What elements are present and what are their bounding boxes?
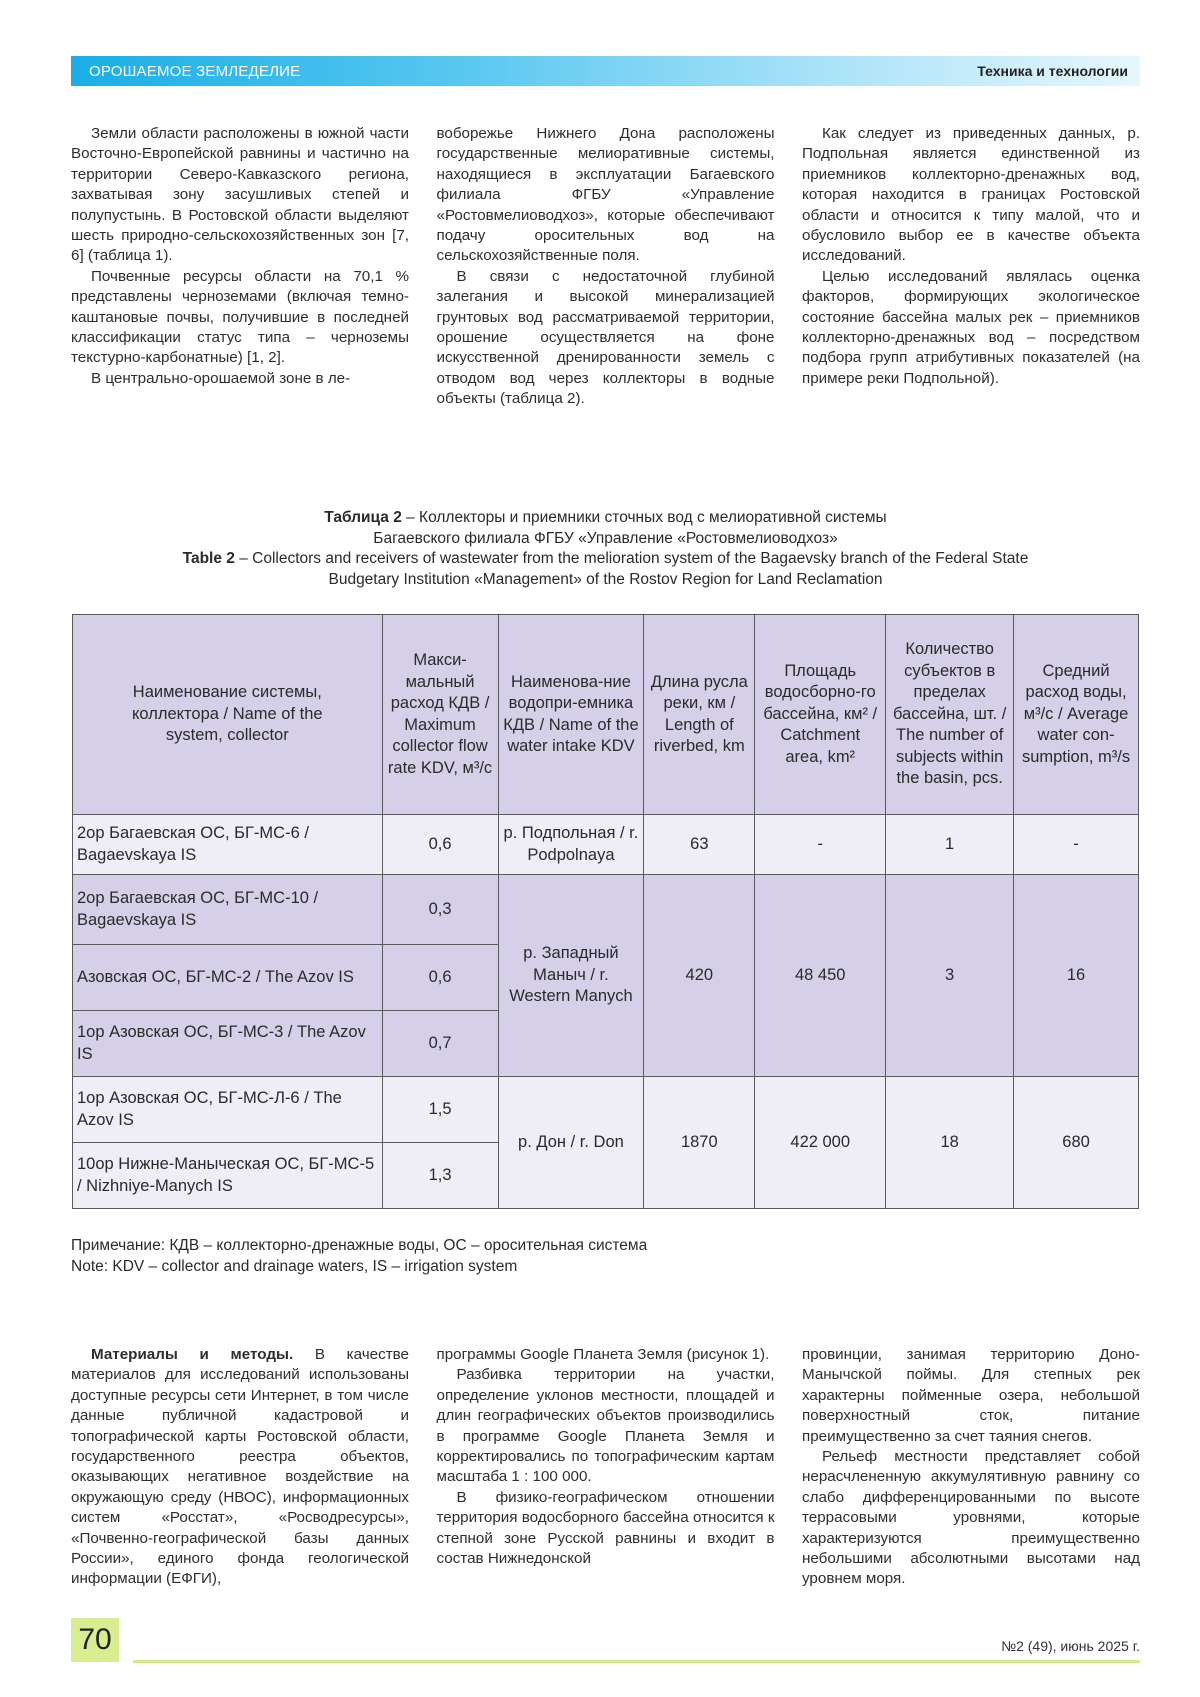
top-text-columns [71,124,1140,410]
max-flow-cell: 1,3 [382,1143,498,1209]
header-area: Площадь водосборно-го бассейна, км² / Catchment area, km² [755,615,886,815]
intake-cell: р. Дон / r. Don [498,1077,644,1209]
header-subjects: Количество субъектов в пределах бассейна, шт. / The number of subjects within the basin, pcs. [886,615,1014,815]
caption-ru-text: – Коллекторы и приемники сточных вод с мелиоративной системы [401,509,887,526]
text-column-4 [71,1345,409,1590]
system-name-cell: 1ор Азовская ОС, БГ-МС-Л-6 / The Azov IS [73,1077,383,1143]
header-length: Длина русла реки, км / Length of riverbed, km [644,615,755,815]
area-cell: 48 450 [755,875,886,1077]
avg-flow-cell: 680 [1014,1077,1139,1209]
system-name-cell: 2ор Багаевская ОС, БГ-МС-10 / Bagaevskaya IS [73,875,383,945]
paragraph: В физико-географическом отношении территория водосборного бассейна относится к степной зоне Русской равнины и входит в состав Нижнедонской [436,1488,775,1568]
max-flow-cell: 0,3 [382,875,498,945]
max-flow-cell: 0,6 [382,815,498,875]
section-heading-materials-methods: Материалы и методы. [91,1346,294,1363]
caption-en-line-1 [71,549,1140,570]
length-cell: 420 [644,875,755,1077]
paragraph: воборежье Нижнего Дона расположены государственные мелиоративные системы, находящиеся в эксплуатации Багаевского филиала ФГБУ «Управление «Ростовмелиоводхоз», которые обеспечивают подачу оросительных вод на сельскохозяйственные поля. [436,125,775,265]
text-column-1 [71,124,409,410]
system-name-cell: 1ор Азовская ОС, БГ-МС-3 / The Azov IS [73,1011,383,1077]
paragraph-text: В качестве материалов для исследований использованы доступные ресурсы сети Интернет, в том числе данные публичной кадастровой и топографической карты Ростовской области, государственного реестра объектов, оказывающих негативное воздействие на окружающую среду (НВОС), информационных систем «Росстат», «Росводресурсы», «Почвенно-географической базы данных России», единого фонда геологической информации (ЕФГИ), [71,1346,409,1588]
footer-divider [133,1660,1140,1663]
table-note [71,1236,647,1277]
text-column-6 [802,1345,1140,1590]
paragraph: провинции, занимая территорию Доно-Манычской поймы. Для степных рек характерны пойменные озера, небольшой поверхностный сток, питание преимущественно за счет таяния снегов. [802,1346,1140,1445]
caption-en-line-2: Budgetary Institution «Management» of the Rostov Region for Land Reclamation [328,570,883,588]
system-name-cell: 2ор Багаевская ОС, БГ-МС-6 / Bagaevskaya IS [73,815,383,875]
running-header [71,56,1140,86]
paragraph: Целью исследований являлась оценка факторов, формирующих экологическое состояние бассейна малых рек – приемников коллекторно-дренажных вод – посредством подбора групп атрибутивных показателей (на примере реки Подпольной). [802,267,1140,387]
paragraph: Почвенные ресурсы области на 70,1 % представлены черноземами (включая темно-каштановые почвы, получившие в последней классификации статус типа – черноземы текстурно-карбонатные) [1, 2]. [71,267,409,367]
length-cell: 1870 [644,1077,755,1209]
system-name-cell: Азовская ОС, БГ-МС-2 / The Azov IS [73,945,383,1011]
caption-ru-line-2: Багаевского филиала ФГБУ «Управление «Ростовмелиоводхоз» [373,529,838,547]
subjects-cell: 18 [886,1077,1014,1209]
header-intake: Наименова-ние водопри-емника КДВ / Name of the water intake KDV [498,615,644,815]
header-system-name: Наименование системы, коллектора / Name of the system, collector [73,615,383,815]
rubric-title: Техника и технологии [977,63,1128,79]
paragraph: Земли области расположены в южной части Восточно-Европейской равнины и частично на территории Северо-Кавказского региона, захватывая зону засушливых степей и полупустынь. В Ростовской области выделяют шесть природно-сельскохозяйственных зон [7, 6] (таблица 1). [71,125,409,265]
note-ru: Примечание: КДВ – коллекторно-дренажные воды, ОС – оросительная система [71,1237,648,1254]
subjects-cell: 1 [886,815,1014,875]
paragraph: Как следует из приведенных данных, р. Подпольная является единственной из приемников коллекторно-дренажных вод, которая находится в границах Ростовской области и относится к типу малой, что и обусловило выбор ее в качестве объекта исследований. [802,125,1140,265]
table-caption [71,508,1140,590]
table-row [73,1077,1139,1143]
intake-cell: р. Подпольная / r. Podpolnaya [498,815,644,875]
max-flow-cell: 0,7 [382,1011,498,1077]
note-en: Note: KDV – collector and drainage waters, IS – irrigation system [71,1257,518,1275]
paragraph: Рельеф местности представляет собой нерасчлененную аккумулятивную равнину со слабо дифференцированными по высоте террасовыми уровнями, которые характеризуются преимущественно небольшими абсолютными высотами над уровнем моря. [802,1448,1140,1588]
paragraph [71,1345,409,1590]
text-column-5 [437,1345,775,1590]
paragraph: В центрально-орошаемой зоне в ле- [91,369,351,387]
collectors-table [72,614,1139,1209]
intake-cell: р. Западный Маныч / r. Western Manych [498,875,644,1077]
caption-ru-label: Таблица 2 [324,509,402,526]
avg-flow-cell: 16 [1014,875,1139,1077]
area-cell: - [755,815,886,875]
journal-section-title: ОРОШАЕМОЕ ЗЕМЛЕДЕЛИЕ [89,62,301,80]
paragraph: В связи с недостаточной глубиной залегания и высокой минерализацией грунтовых вод рассматриваемой территории, орошение осуществляется на фоне искусственной дренированности земель с отводом вод через коллекторы в водные объекты (таблица 2). [436,267,775,408]
table-row [73,815,1139,875]
caption-en-text: – Collectors and receivers of wastewater from the melioration system of the Bagaevsky branch of the Federal State [234,550,1029,567]
page-number: 70 [71,1618,119,1662]
paragraph: Разбивка территории на участки, определение уклонов местности, площадей и длин географических объектов производились в программе Google Планета Земля и корректировались по топографическим картам масштаба 1 : 100 000. [436,1366,775,1486]
length-cell: 63 [644,815,755,875]
header-max-flow: Макси-мальный расход КДВ / Maximum collector flow rate KDV, м³/с [382,615,498,815]
caption-en-label: Table 2 [182,550,235,567]
text-column-2 [437,124,775,410]
max-flow-cell: 0,6 [382,945,498,1011]
system-name-cell: 10ор Нижне-Маныческая ОС, БГ-МС-5 / Nizhniye-Manych IS [73,1143,383,1209]
caption-ru-line-1 [71,508,1140,529]
header-avg-flow: Средний расход воды, м³/с / Average water con-sumption, m³/s [1014,615,1139,815]
text-column-3 [802,124,1140,410]
avg-flow-cell: - [1014,815,1139,875]
table-header-row [73,615,1139,815]
table-row [73,875,1139,945]
bottom-text-columns [71,1345,1140,1590]
max-flow-cell: 1,5 [382,1077,498,1143]
issue-info: №2 (49), июнь 2025 г. [1001,1638,1140,1654]
area-cell: 422 000 [755,1077,886,1209]
subjects-cell: 3 [886,875,1014,1077]
paragraph: программы Google Планета Земля (рисунок 1). [436,1346,770,1363]
